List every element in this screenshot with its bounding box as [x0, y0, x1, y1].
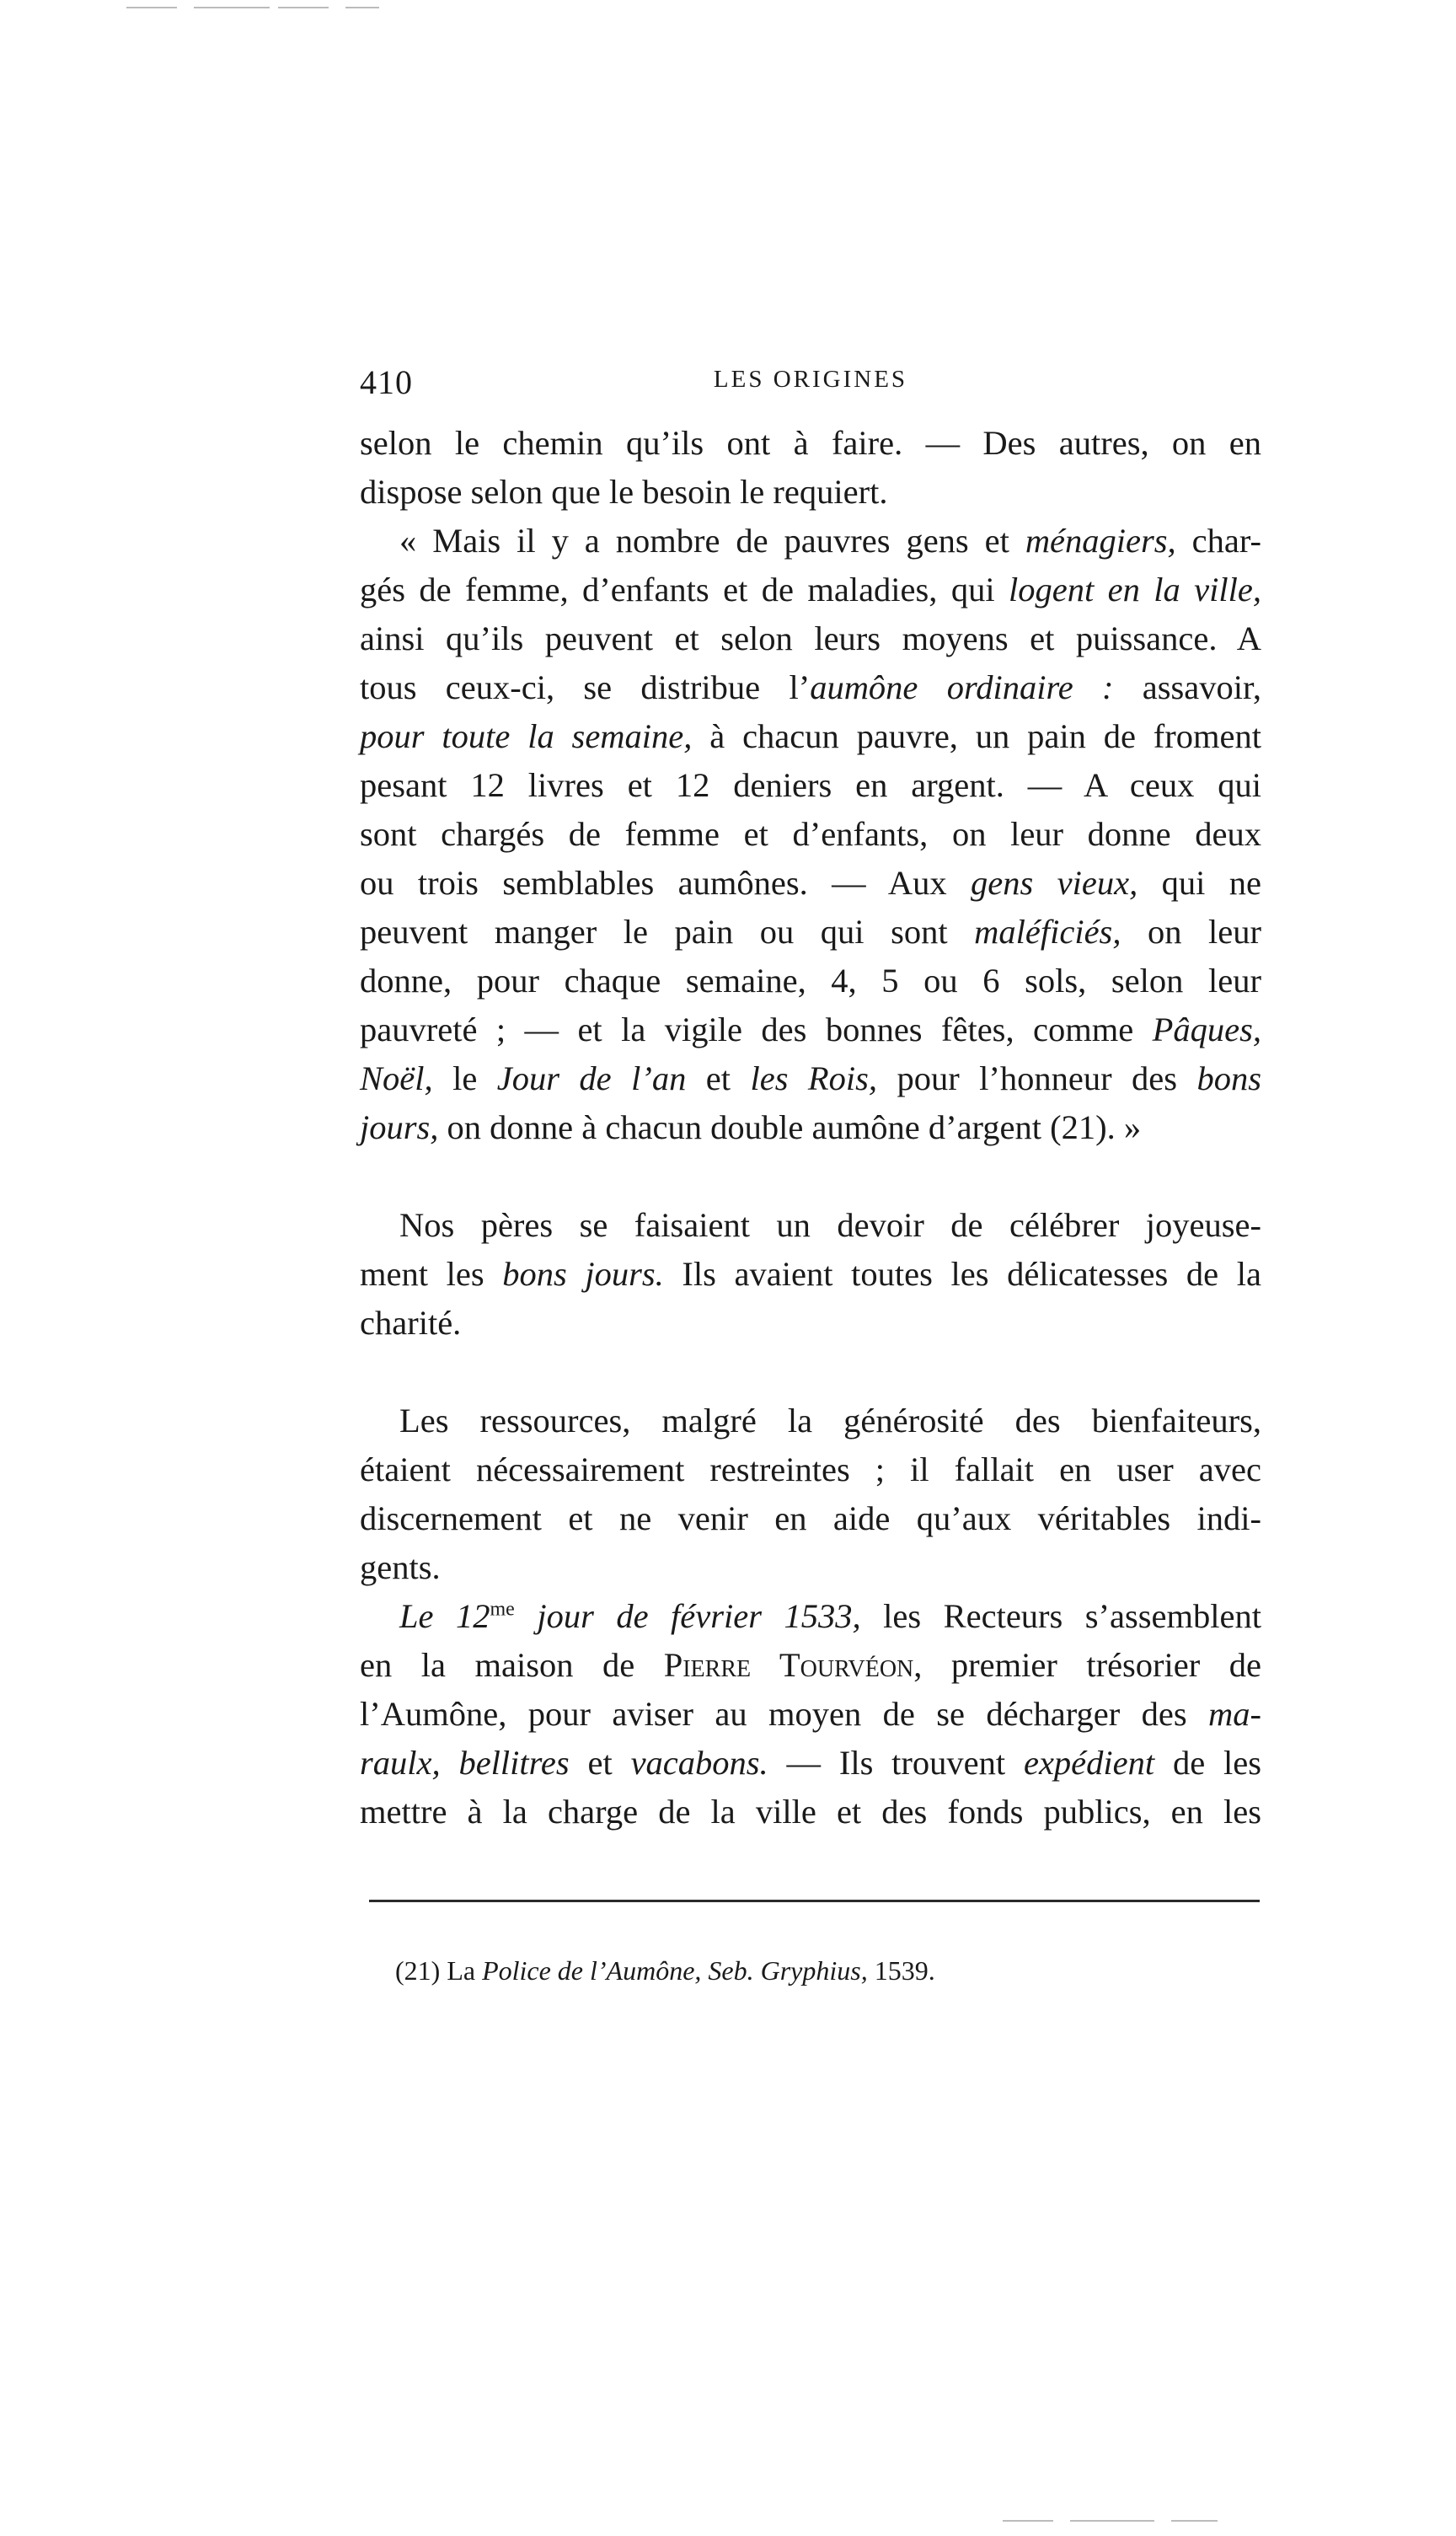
paragraph-5: [360, 1592, 1261, 1836]
text-line: tous ceux-ci, se distribue l’aumône ordinaire : assavoir,: [360, 668, 1261, 706]
scan-artifact: [1171, 2520, 1218, 2522]
paragraph-4: [360, 1397, 1261, 1592]
text-line: gents.: [360, 1548, 441, 1586]
paragraph-2-quote: [360, 517, 1261, 1152]
text-line: mettre à la charge de la ville et des fonds publics, en les: [360, 1793, 1261, 1831]
text-line: « Mais il y a nombre de pauvres gens et ménagiers, char-: [399, 522, 1261, 560]
text-line: pour toute la semaine, à chacun pauvre, un pain de froment: [360, 717, 1261, 755]
body-text: [360, 419, 1261, 1836]
scan-artifact: [278, 7, 329, 8]
text-line: peuvent manger le pain ou qui sont maléficiés, on leur: [360, 913, 1261, 951]
paragraph-3: [360, 1201, 1261, 1348]
text-line: Nos pères se faisaient un devoir de célébrer joyeuse-: [399, 1206, 1261, 1244]
scan-artifact: [345, 7, 379, 8]
running-head: LES ORIGINES: [713, 366, 908, 393]
text-line: pauvreté ; — et la vigile des bonnes fêtes, comme Pâques,: [360, 1011, 1261, 1048]
text-line: pesant 12 livres et 12 deniers en argent. — A ceux qui: [360, 766, 1261, 804]
footnote: (21) La Police de l’Aumône, Seb. Gryphius, 1539.: [395, 1955, 935, 1986]
text-line: dispose selon que le besoin le requiert.: [360, 473, 888, 511]
paragraph-1: [360, 419, 1261, 517]
scan-artifact: [194, 7, 270, 8]
text-line: l’Aumône, pour aviser au moyen de se décharger des ma-: [360, 1695, 1261, 1733]
scan-artifact: [1003, 2520, 1053, 2522]
page-number: 410: [360, 363, 413, 401]
text-line: charité.: [360, 1304, 462, 1342]
text-line: ainsi qu’ils peuvent et selon leurs moyens et puissance. A: [360, 619, 1261, 657]
page-header: [360, 362, 1261, 405]
text-line: discernement et ne venir en aide qu’aux véritables indi-: [360, 1499, 1261, 1537]
text-line: ment les bons jours. Ils avaient toutes les délicatesses de la: [360, 1255, 1261, 1293]
text-line: sont chargés de femme et d’enfants, on leur donne deux: [360, 815, 1261, 853]
text-line: Le $12^{me}$ jour de février 1533, les Recteurs s’assemblent: [399, 1597, 1261, 1635]
text-line: gés de femme, d’enfants et de maladies, qui logent en la ville,: [360, 571, 1261, 609]
text-line: donne, pour chaque semaine, 4, 5 ou 6 sols, selon leur: [360, 962, 1261, 1000]
text-line: selon le chemin qu’ils ont à faire. — Des autres, on en: [360, 424, 1261, 462]
text-line: en la maison de Pierre Tourvéon, premier trésorier de: [360, 1646, 1261, 1684]
text-line: Les ressources, malgré la générosité des bienfaiteurs,: [399, 1402, 1261, 1440]
text-line: Noël, le Jour de l’an et les Rois, pour l’honneur des bons: [360, 1059, 1261, 1097]
scan-artifact: [126, 7, 177, 8]
text-line: étaient nécessairement restreintes ; il fallait en user avec: [360, 1450, 1261, 1488]
text-line: ou trois semblables aumônes. — Aux gens vieux, qui ne: [360, 864, 1261, 902]
scan-artifact: [1070, 2520, 1154, 2522]
footnote-rule: [369, 1900, 1260, 1902]
text-line: raulx, bellitres et vacabons. — Ils trouvent expédient de les: [360, 1744, 1262, 1782]
text-line: jours, on donne à chacun double aumône d’argent (21). »: [360, 1108, 1142, 1146]
